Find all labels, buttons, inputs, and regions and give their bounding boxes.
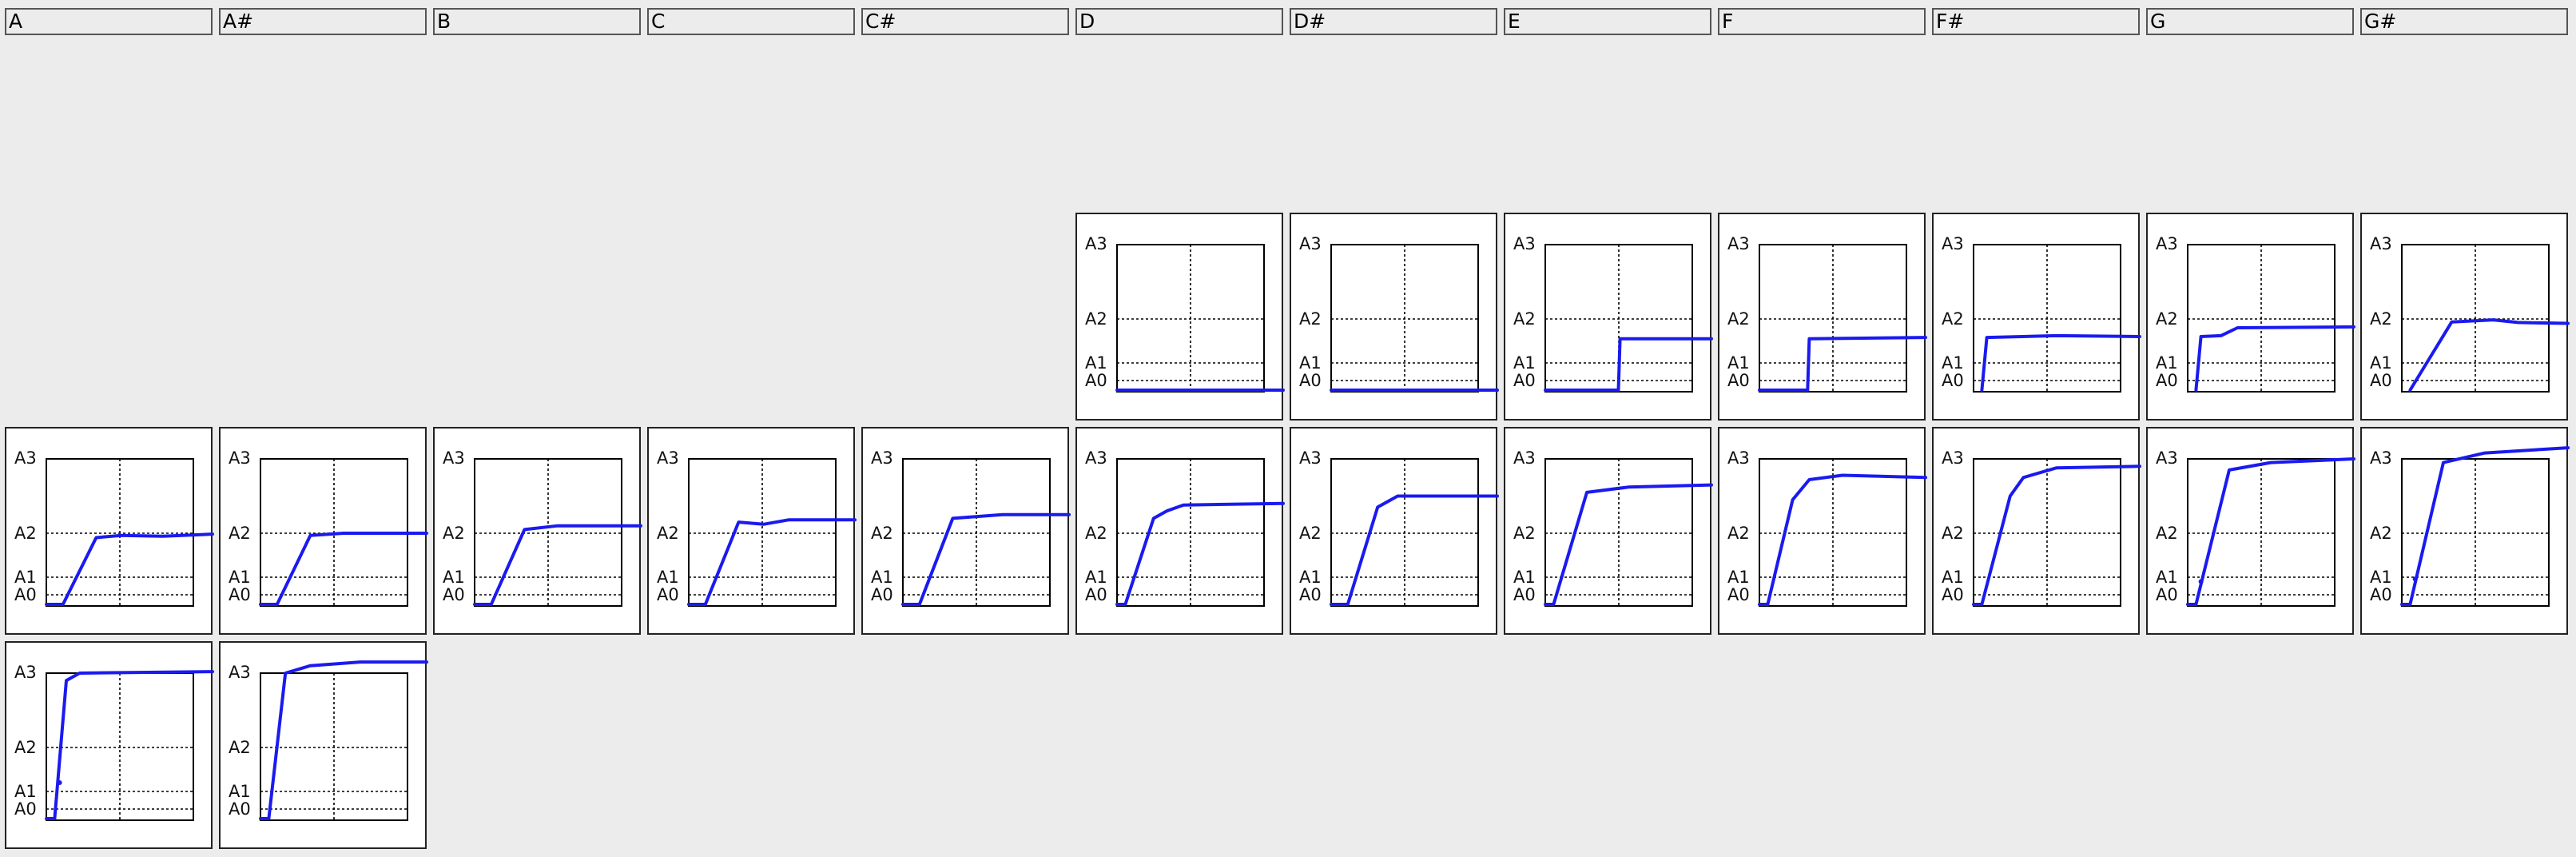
y-tick-label-a1: A1 — [1085, 568, 1107, 587]
y-tick-label-a1: A1 — [2156, 568, 2178, 587]
y-tick-label-a0: A0 — [1085, 585, 1107, 604]
pitch-cell-row2-f — [1718, 427, 1926, 635]
pitch-trace — [260, 533, 427, 604]
pitch-chart-e — [1505, 214, 1713, 422]
note-header-d: D — [1075, 8, 1283, 35]
y-tick-label-a2: A2 — [1299, 309, 1322, 329]
pitch-trace — [260, 662, 427, 819]
y-tick-label-a2: A2 — [2156, 524, 2178, 543]
pitch-trace — [1759, 337, 1926, 390]
pitch-cell-row2-a — [5, 427, 213, 635]
note-header-f: F — [1718, 8, 1926, 35]
pitch-cell-row2-d — [1075, 427, 1283, 635]
y-tick-label-a2: A2 — [1513, 309, 1536, 329]
y-tick-label-a0: A0 — [2370, 371, 2392, 390]
pitch-cell-row1-f-sharp — [1932, 213, 2140, 421]
y-tick-label-a1: A1 — [229, 568, 251, 587]
y-tick-label-a1: A1 — [1513, 353, 1536, 373]
y-tick-label-a3: A3 — [1942, 448, 1964, 468]
pitch-cell-row3-a-sharp — [219, 641, 427, 849]
pitch-chart-f-sharp — [1934, 428, 2141, 636]
pitch-trace — [1759, 476, 1926, 605]
pitch-trace — [1331, 496, 1497, 605]
pitch-trace — [475, 526, 641, 604]
y-tick-label-a3: A3 — [2156, 234, 2178, 253]
pitch-outlier-point — [2199, 580, 2204, 584]
pitch-chart-c — [649, 428, 857, 636]
pitch-trace — [2402, 448, 2568, 604]
y-tick-label-a3: A3 — [229, 448, 251, 468]
note-header-a-sharp: A# — [219, 8, 427, 35]
pitch-chart-b — [435, 428, 642, 636]
y-tick-label-a3: A3 — [1942, 234, 1964, 253]
note-header-d-sharp: D# — [1290, 8, 1497, 35]
note-header-f-sharp: F# — [1932, 8, 2140, 35]
note-header-g: G — [2146, 8, 2354, 35]
y-tick-label-a1: A1 — [2370, 568, 2392, 587]
y-tick-label-a1: A1 — [14, 782, 37, 801]
y-tick-label-a3: A3 — [2156, 448, 2178, 468]
pitch-chart-g — [2148, 428, 2355, 636]
pitch-cell-row1-e — [1504, 213, 1711, 421]
pitch-cell-row1-d — [1075, 213, 1283, 421]
y-tick-label-a3: A3 — [1299, 234, 1322, 253]
pitch-outlier-point — [2413, 576, 2418, 581]
y-tick-label-a0: A0 — [871, 585, 893, 604]
y-tick-label-a0: A0 — [2370, 585, 2392, 604]
note-header-a: A — [5, 8, 213, 35]
pitch-outlier-point — [58, 780, 62, 785]
y-tick-label-a2: A2 — [14, 738, 37, 757]
pitch-trace — [1117, 504, 1283, 604]
pitch-cell-row2-a-sharp — [219, 427, 427, 635]
pitch-cell-row2-g-sharp — [2360, 427, 2568, 635]
y-tick-label-a1: A1 — [1727, 353, 1750, 373]
pitch-cell-row3-a — [5, 641, 213, 849]
pitch-trace — [1545, 339, 1711, 390]
y-tick-label-a3: A3 — [657, 448, 679, 468]
y-tick-label-a3: A3 — [443, 448, 465, 468]
y-tick-label-a1: A1 — [2370, 353, 2392, 373]
y-tick-label-a2: A2 — [871, 524, 893, 543]
y-tick-label-a0: A0 — [1727, 371, 1750, 390]
y-tick-label-a2: A2 — [1727, 309, 1750, 329]
y-tick-label-a3: A3 — [229, 663, 251, 682]
y-tick-label-a1: A1 — [443, 568, 465, 587]
y-tick-label-a0: A0 — [1727, 585, 1750, 604]
y-tick-label-a1: A1 — [229, 782, 251, 801]
y-tick-label-a0: A0 — [1299, 371, 1322, 390]
y-tick-label-a1: A1 — [871, 568, 893, 587]
y-tick-label-a1: A1 — [14, 568, 37, 587]
y-tick-label-a3: A3 — [14, 448, 37, 468]
y-tick-label-a0: A0 — [657, 585, 679, 604]
pitch-trace — [46, 534, 213, 604]
pitch-cell-row2-e — [1504, 427, 1711, 635]
pitch-cell-row2-g — [2146, 427, 2354, 635]
pitch-cell-row1-d-sharp — [1290, 213, 1497, 421]
pitch-trace — [2188, 459, 2354, 604]
pitch-cell-row1-g — [2146, 213, 2354, 421]
y-tick-label-a2: A2 — [443, 524, 465, 543]
y-tick-label-a3: A3 — [1727, 234, 1750, 253]
pitch-chart-g-sharp — [2362, 214, 2570, 422]
y-tick-label-a3: A3 — [2370, 234, 2392, 253]
note-header-c-sharp: C# — [861, 8, 1069, 35]
note-header-g-sharp: G# — [2360, 8, 2568, 35]
pitch-trace — [1545, 485, 1711, 604]
y-tick-label-a2: A2 — [229, 524, 251, 543]
pitch-chart-f — [1719, 214, 1927, 422]
y-tick-label-a0: A0 — [2156, 371, 2178, 390]
pitch-chart-e — [1505, 428, 1713, 636]
y-tick-label-a2: A2 — [1942, 524, 1964, 543]
pitch-chart-d-sharp — [1291, 428, 1499, 636]
y-tick-label-a3: A3 — [1085, 448, 1107, 468]
y-tick-label-a2: A2 — [1727, 524, 1750, 543]
pitch-chart-g — [2148, 214, 2355, 422]
y-tick-label-a0: A0 — [229, 799, 251, 819]
y-tick-label-a3: A3 — [1513, 448, 1536, 468]
y-tick-label-a2: A2 — [1942, 309, 1964, 329]
y-tick-label-a0: A0 — [1299, 585, 1322, 604]
pitch-cell-row2-b — [433, 427, 641, 635]
pitch-trace — [689, 520, 855, 604]
y-tick-label-a3: A3 — [1727, 448, 1750, 468]
y-tick-label-a2: A2 — [1299, 524, 1322, 543]
y-tick-label-a0: A0 — [1513, 371, 1536, 390]
y-tick-label-a0: A0 — [443, 585, 465, 604]
pitch-chart-a — [6, 643, 214, 851]
y-tick-label-a3: A3 — [1299, 448, 1322, 468]
y-tick-label-a2: A2 — [14, 524, 37, 543]
note-header-e: E — [1504, 8, 1711, 35]
y-tick-label-a2: A2 — [1513, 524, 1536, 543]
pitch-cell-row1-f — [1718, 213, 1926, 421]
y-tick-label-a0: A0 — [1085, 371, 1107, 390]
y-tick-label-a1: A1 — [2156, 353, 2178, 373]
pitch-chart-d — [1077, 428, 1285, 636]
y-tick-label-a0: A0 — [229, 585, 251, 604]
y-tick-label-a3: A3 — [14, 663, 37, 682]
y-tick-label-a2: A2 — [229, 738, 251, 757]
pitch-cell-row2-c-sharp — [861, 427, 1069, 635]
y-tick-label-a1: A1 — [1085, 353, 1107, 373]
y-tick-label-a1: A1 — [1513, 568, 1536, 587]
pitch-chart-a — [6, 428, 214, 636]
note-header-c: C — [647, 8, 855, 35]
pitch-chart-c-sharp — [863, 428, 1071, 636]
pitch-chart-a-sharp — [221, 428, 428, 636]
pitch-chart-d — [1077, 214, 1285, 422]
pitch-chart-d-sharp — [1291, 214, 1499, 422]
y-tick-label-a1: A1 — [1727, 568, 1750, 587]
y-tick-label-a2: A2 — [1085, 309, 1107, 329]
pitch-chart-f-sharp — [1934, 214, 2141, 422]
pitch-cell-row2-c — [647, 427, 855, 635]
y-tick-label-a1: A1 — [1299, 353, 1322, 373]
pitch-cell-row1-g-sharp — [2360, 213, 2568, 421]
pitch-trace — [1974, 466, 2140, 604]
y-tick-label-a0: A0 — [1942, 585, 1964, 604]
y-tick-label-a2: A2 — [657, 524, 679, 543]
pitch-chart-f — [1719, 428, 1927, 636]
y-tick-label-a3: A3 — [1513, 234, 1536, 253]
y-tick-label-a0: A0 — [2156, 585, 2178, 604]
pitch-trace — [903, 515, 1069, 604]
pitch-trace — [46, 672, 213, 819]
pitch-chart-g-sharp — [2362, 428, 2570, 636]
y-tick-label-a1: A1 — [1299, 568, 1322, 587]
y-tick-label-a3: A3 — [871, 448, 893, 468]
y-tick-label-a0: A0 — [14, 585, 37, 604]
y-tick-label-a2: A2 — [1085, 524, 1107, 543]
note-header-b: B — [433, 8, 641, 35]
pitch-cell-row2-f-sharp — [1932, 427, 2140, 635]
pitch-chart-a-sharp — [221, 643, 428, 851]
y-tick-label-a1: A1 — [1942, 568, 1964, 587]
pitch-trace — [2410, 320, 2568, 390]
pitch-cell-row2-d-sharp — [1290, 427, 1497, 635]
y-tick-label-a3: A3 — [1085, 234, 1107, 253]
y-tick-label-a0: A0 — [1942, 371, 1964, 390]
y-tick-label-a1: A1 — [1942, 353, 1964, 373]
y-tick-label-a2: A2 — [2370, 309, 2392, 329]
y-tick-label-a0: A0 — [1513, 585, 1536, 604]
y-tick-label-a2: A2 — [2156, 309, 2178, 329]
y-tick-label-a3: A3 — [2370, 448, 2392, 468]
y-tick-label-a1: A1 — [657, 568, 679, 587]
y-tick-label-a2: A2 — [2370, 524, 2392, 543]
y-tick-label-a0: A0 — [14, 799, 37, 819]
